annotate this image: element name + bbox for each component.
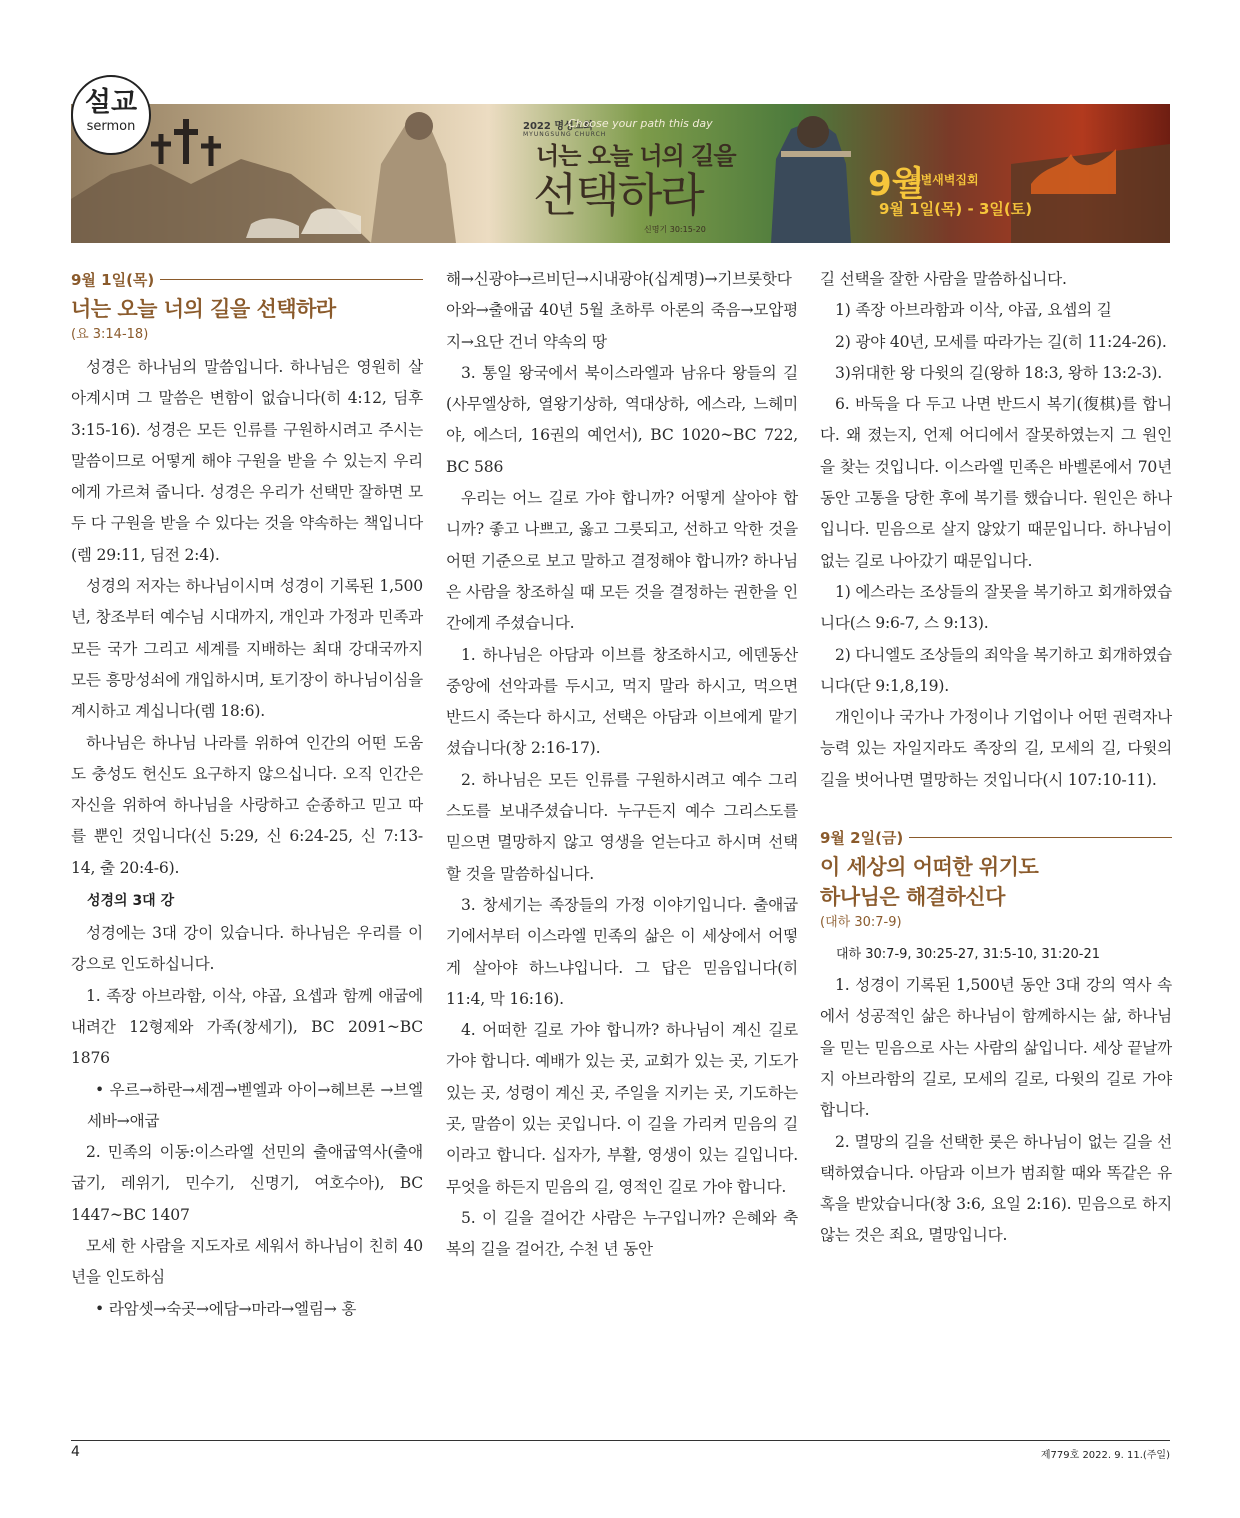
paragraph: 개인이나 국가나 가정이나 기업이나 어떤 권력자나 능력 있는 자일지라도 족장의 길, 모세의 길, 다윗의 길을 벗어나면 멸망하는 것입니다(시 107:10-11). [820, 708, 1172, 789]
paragraph: 1) 족장 아브라함과 이삭, 야곱, 요셉의 길 [835, 301, 1112, 320]
date-row [71, 264, 423, 294]
sermon-banner [71, 104, 1170, 243]
scripture-list: 대하 30:7-9, 30:25-27, 31:5-10, 31:20-21 [836, 947, 1101, 963]
paragraph: 1. 하나님은 아담과 이브를 창조하시고, 에덴동산 중앙에 선악과를 두시고, 먹지 말라 하시고, 먹으면 반드시 죽는다 하시고, 선택은 아담과 이브에게 맡기셨습니다(창 2:16-17). [446, 645, 798, 758]
paragraph: 성경에는 3대 강이 있습니다. 하나님은 우리를 이 강으로 인도하십니다. [71, 924, 423, 974]
banner-month: 9월 [868, 164, 925, 204]
sermon-title: 이 세상의 어떠한 위기도 [820, 855, 1039, 880]
paragraph: 1. 족장 아브라함, 이삭, 야곱, 요셉과 함께 애굽에 내려간 12형제와 가족(창세기), BC 2091~BC 1876 [71, 986, 423, 1068]
bullet-paragraph: • 라암셋→숙곳→에담→마라→엘림→ 홍 [95, 1299, 357, 1318]
date-row [820, 822, 1172, 852]
column-2 [446, 264, 798, 1266]
paragraph: 2. 민족의 이동:이스라엘 선민의 출애굽역사(출애굽기, 레위기, 민수기, 신명기, 여호수아), BC 1447~BC 1407 [71, 1143, 423, 1224]
paragraph: 길 선택을 잘한 사람을 말씀하십니다. [820, 270, 1067, 288]
paragraph: 우리는 어느 길로 가야 합니까? 어떻게 살아야 합니까? 좋고 나쁘고, 옳고 그릇되고, 선하고 악한 것을 어떤 기준으로 보고 말하고 결정해야 합니까? 하나님은 사람을 창조하실 때 모든 것을 결정하는 권한을 인간에게 주셨습니다. [446, 489, 798, 633]
banner-church-sub: MYUNGSUNG CHURCH [523, 131, 607, 138]
column-1 [71, 264, 423, 1325]
badge-english: sermon [86, 119, 136, 134]
banner-church: 2022 명성교회 [523, 121, 593, 132]
spacer [820, 796, 1172, 822]
bullet-paragraph: • 우르→하란→세겜→벧엘과 아이→헤브론 →브엘세바→애굽 [87, 1080, 423, 1130]
paragraph: 성경은 하나님의 말씀입니다. 하나님은 영원히 살아계시며 그 말씀은 변함이 없습니다(히 4:12, 딤후 3:15-16). 성경은 모든 인류를 구원하시려고 주시는 말씀이므로 어떻게 해야 구원을 받을 수 있는지 우리에게 가르쳐 줍니다. 성경은 우리가 선택만 잘하면 모두 다 구원을 받을 수 있다는 것을 약속하는 책입니다(렘 29:11, 딤전 2:4). [71, 358, 423, 564]
paragraph: 1. 성경이 기록된 1,500년 동안 3대 강의 역사 속에서 성공적인 삶은 하나님이 함께하시는 삶, 하나님을 믿는 믿음으로 사는 사람의 삶입니다. 세상 끝날까지 아브라함의 길로, 모세의 길로, 다윗의 길로 가야 합니다. [820, 976, 1172, 1120]
paragraph: 3)위대한 왕 다윗의 길(왕하 18:3, 왕하 13:2-3). [835, 363, 1163, 382]
scripture-ref: (대하 30:7-9) [820, 915, 902, 931]
paragraph: 성경의 저자는 하나님이시며 성경이 기록된 1,500년, 창조부터 예수님 시대까지, 개인과 가정과 민족과 모든 국가 그리고 세계를 지배하는 최대 강대국까지 모든 흥망성쇠에 개입하시며, 토기장이 하나님이심을 계시하고 계십니다(렘 18:6). [71, 577, 423, 721]
sermon-badge [71, 75, 151, 155]
sermon-title-line2: 하나님은 해결하신다 [820, 885, 1005, 910]
banner-title-line2: 선택하라 [533, 168, 703, 222]
paragraph: 5. 이 길을 걸어간 사람은 누구입니까? 은혜와 축복의 길을 걸어간, 수천 년 동안 [446, 1208, 798, 1259]
paragraph: 2. 하나님은 모든 인류를 구원하시려고 예수 그리스도를 보내주셨습니다. 누구든지 예수 그리스도를 믿으면 멸망하지 않고 영생을 얻는다고 하시며 선택할 것을 말씀하십니다. [446, 770, 798, 883]
section-date: 9월 1일(목) [71, 270, 155, 289]
paragraph: 하나님은 하나님 나라를 위하여 인간의 어떤 도움도 충성도 헌신도 요구하지 않으십니다. 오직 인간은 자신을 위하여 하나님을 사랑하고 순종하고 믿고 따를 뿐인 것입니다(신 5:29, 신 6:24-25, 신 7:13-14, 출 20:4-6). [71, 733, 423, 877]
issue-info: 제779호 2022. 9. 11.(주일) [1040, 1450, 1170, 1461]
paragraph: 2) 광야 40년, 모세를 따라가는 길(히 11:24-26). [835, 332, 1167, 351]
paragraph: 3. 창세기는 족장들의 가정 이야기입니다. 출애굽기에서부터 이스라엘 민족의 삶은 이 세상에서 어떻게 살아야 하느냐입니다. 그 답은 믿음입니다(히 11:4, 막 16:16). [446, 895, 798, 1008]
column-3 [820, 264, 1172, 1252]
date-rule [909, 837, 1172, 838]
banner-ref: 신명기 30:15-20 [644, 225, 706, 234]
badge-korean: 설교 [84, 87, 138, 118]
paragraph: 1) 에스라는 조상들의 잘못을 복기하고 회개하였습니다(스 9:6-7, 스 9:13). [820, 582, 1172, 633]
footer-rule [71, 1440, 1170, 1441]
paragraph: 2) 다니엘도 조상들의 죄악을 복기하고 회개하였습니다(단 9:1,8,19). [820, 645, 1172, 695]
subheading: 성경의 3대 강 [87, 893, 175, 910]
date-rule [160, 279, 423, 280]
sermon-title: 너는 오늘 너의 길을 선택하라 [71, 297, 336, 321]
paragraph: 6. 바둑을 다 두고 나면 반드시 복기(復棋)를 합니다. 왜 졌는지, 언제 어디에서 잘못하였는지 그 원인을 찾는 것입니다. 이스라엘 민족은 바벨론에서 70년 동안 고통을 당한 후에 복기를 했습니다. 원인은 하나입니다. 믿음으로 살지 않았기 때문입니다. 하나님이 없는 길로 나아갔기 때문입니다. [820, 395, 1172, 570]
page-number: 4 [71, 1444, 80, 1460]
paragraph: 모세 한 사람을 지도자로 세워서 하나님이 친히 40년을 인도하심 [71, 1237, 423, 1287]
scripture-ref: (요 3:14-18) [71, 327, 149, 342]
paragraph: 3. 통일 왕국에서 북이스라엘과 남유다 왕들의 길(사무엘상하, 열왕기상하, 역대상하, 에스라, 느헤미야, 에스더, 16권의 예언서), BC 1020~BC 722, BC 586 [446, 363, 798, 476]
paragraph: 2. 멸망의 길을 선택한 롯은 하나님이 없는 길을 선택하였습니다. 아담과 이브가 범죄할 때와 똑같은 유혹을 받았습니다(창 3:6, 요일 2:16). 믿음으로 하지 않는 것은 죄요, 멸망입니다. [820, 1132, 1172, 1245]
banner-choose: Choose your path this day [568, 117, 713, 130]
paragraph: 해→신광야→르비딘→시내광야(십계명)→기브롯핫다아와→출애굽 40년 5월 초하루 아론의 죽음→모압평지→요단 건너 약속의 땅 [446, 270, 798, 351]
section-date: 9월 2일(금) [820, 828, 904, 847]
paragraph: 4. 어떠한 길로 가야 합니까? 하나님이 계신 길로 가야 합니다. 예배가 있는 곳, 교회가 있는 곳, 기도가 있는 곳, 성령이 계신 곳, 주일을 지키는 곳, 기도하는 곳, 말씀이 있는 곳입니다. 이 길을 가리켜 믿음의 길이라고 합니다. 십자가, 부활, 영생이 있는 길입니다. 무엇을 하든지 믿음의 길, 영적인 길로 가야 합니다. [446, 1021, 798, 1196]
banner-dates: 9월 1일(목) - 3일(토) [879, 200, 1033, 218]
banner-title-line1: 너는 오늘 너의 길을 [536, 142, 736, 170]
banner-event: 특별새벽집회 [909, 173, 979, 187]
